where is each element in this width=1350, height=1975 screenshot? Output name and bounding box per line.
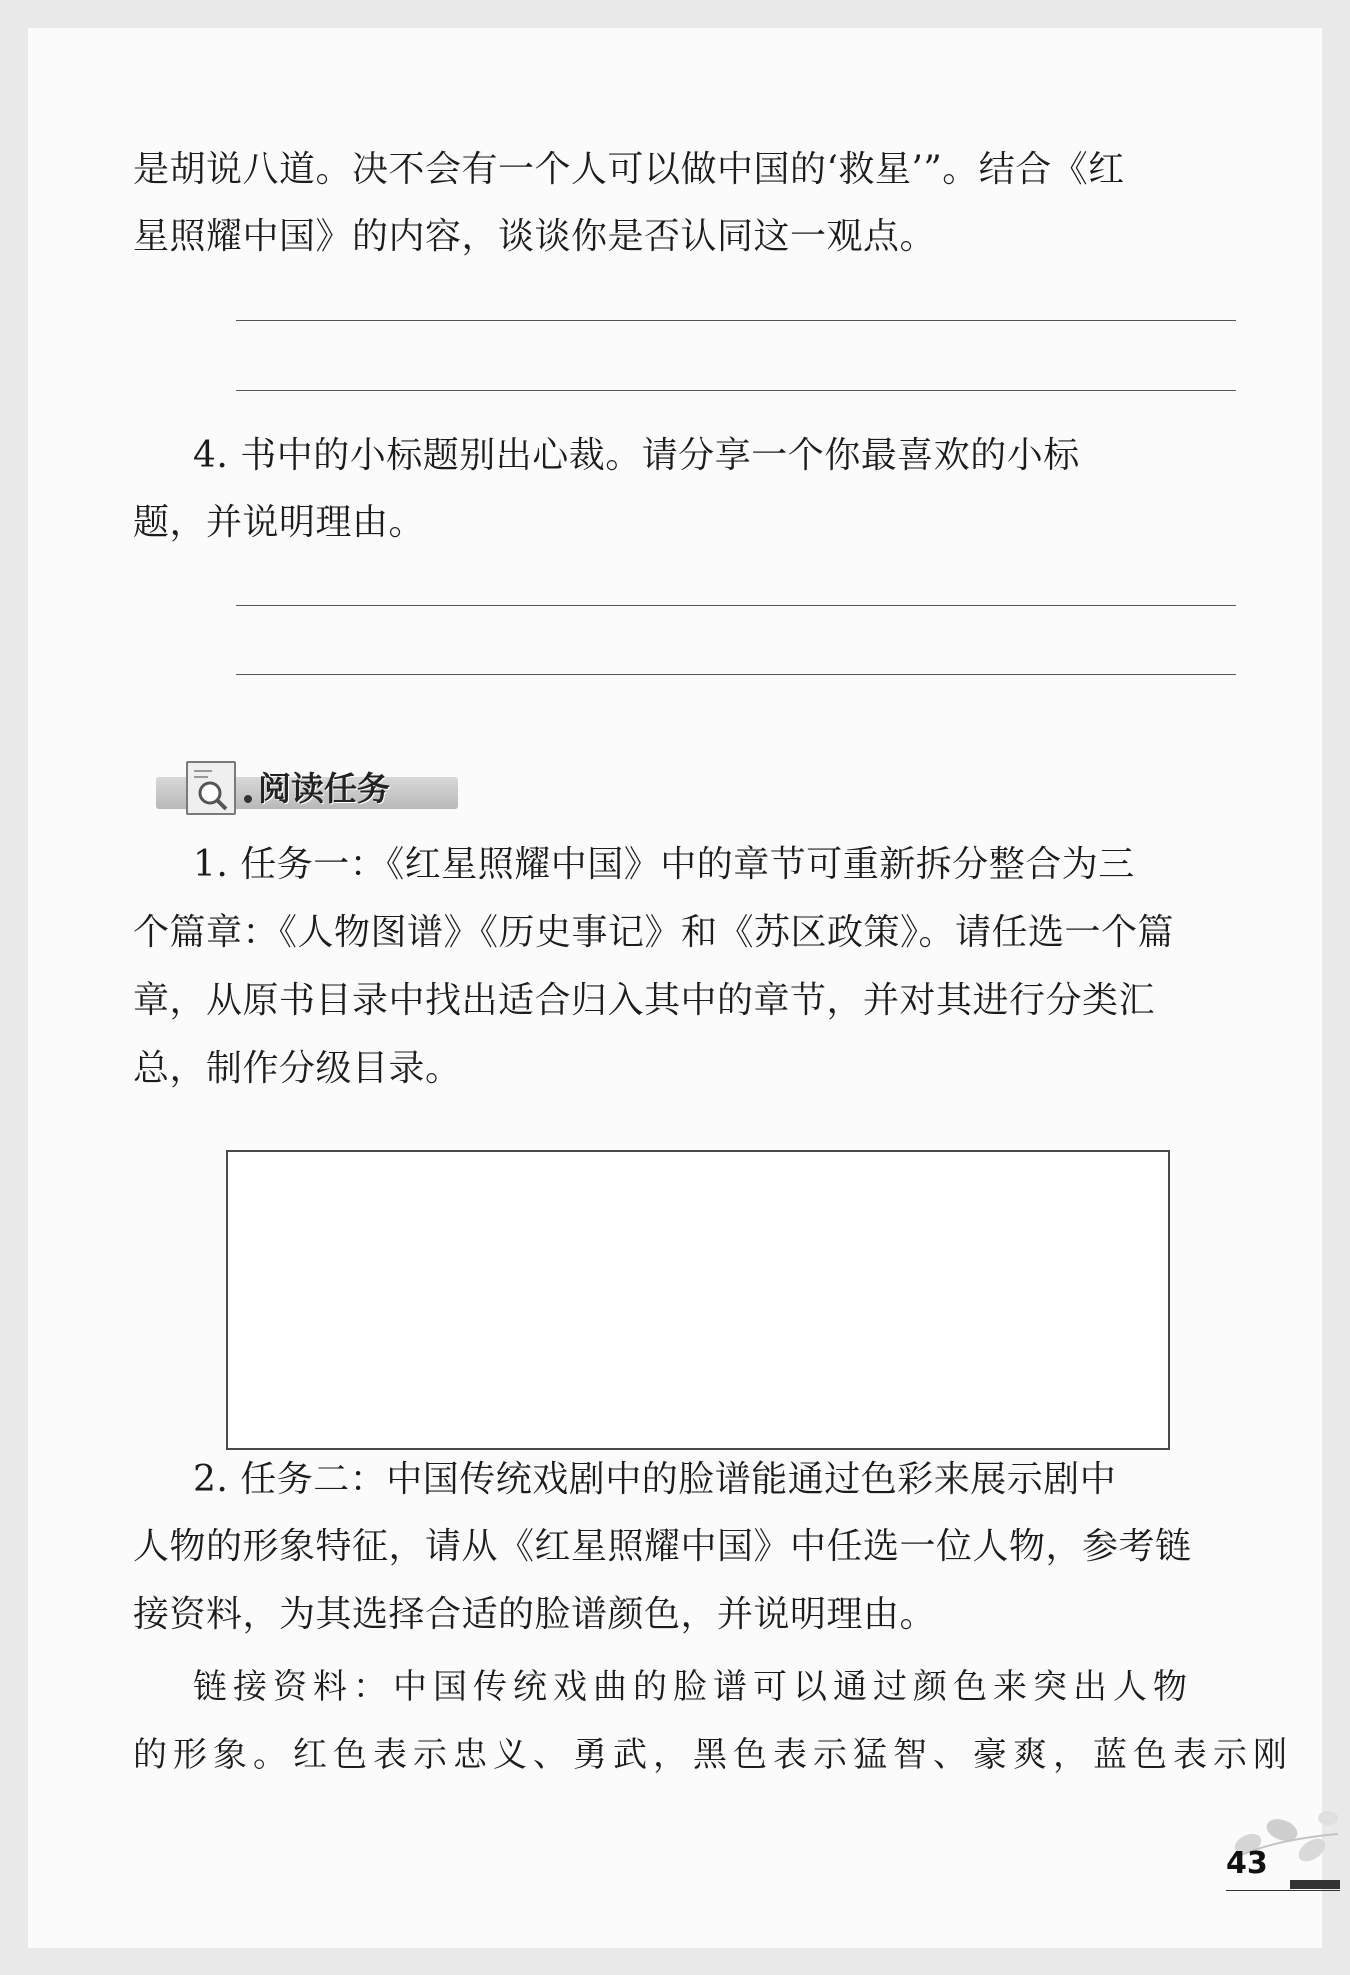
task2-line-1: 2. 任务二：中国传统戏剧中的脸谱能通过色彩来展示剧中 — [193, 1459, 1117, 1500]
q3-text-line-1: 是胡说八道。决不会有一个人可以做中国的‘救星’”。结合《红 — [133, 149, 1125, 190]
q3-answer-line-1[interactable] — [236, 320, 1236, 321]
task1-line-2: 个篇章：《人物图谱》《历史事记》和《苏区政策》。请任选一个篇 — [133, 912, 1175, 953]
task1-answer-box[interactable] — [226, 1150, 1170, 1450]
q4-text-line-1: 4. 书中的小标题别出心裁。请分享一个你最喜欢的小标 — [193, 435, 1080, 476]
task1-line-4: 总，制作分级目录。 — [133, 1048, 462, 1089]
q3-text-line-2: 星照耀中国》的内容，谈谈你是否认同这一观点。 — [133, 216, 937, 257]
task1-line-3: 章，从原书目录中找出适合归入其中的章节，并对其进行分类汇 — [133, 980, 1156, 1021]
reading-tasks-header — [156, 761, 458, 815]
task2-line-2: 人物的形象特征，请从《红星照耀中国》中任选一位人物，参考链 — [133, 1526, 1192, 1567]
q4-answer-line-1[interactable] — [236, 605, 1236, 606]
bullet-dot-icon — [244, 795, 252, 803]
workbook-page — [28, 28, 1322, 1948]
q4-text-line-2: 题，并说明理由。 — [133, 502, 426, 543]
task2-line-3: 接资料，为其选择合适的脸谱颜色，并说明理由。 — [133, 1594, 937, 1635]
link-material-line-1: 链接资料：中国传统戏曲的脸谱可以通过颜色来突出人物 — [193, 1667, 1193, 1707]
q3-answer-line-2[interactable] — [236, 390, 1236, 391]
task1-line-1: 1. 任务一：《红星照耀中国》中的章节可重新拆分整合为三 — [193, 844, 1135, 885]
page-number-bar — [1290, 1880, 1340, 1889]
page-number: 43 — [1226, 1846, 1268, 1881]
magnifier-document-icon — [186, 761, 236, 815]
section-title: 阅读任务 — [258, 769, 390, 808]
q4-answer-line-2[interactable] — [236, 674, 1236, 675]
link-material-line-2: 的形象。红色表示忠义、勇武，黑色表示猛智、豪爽，蓝色表示刚 — [133, 1735, 1293, 1775]
page-number-rule — [1226, 1890, 1340, 1891]
